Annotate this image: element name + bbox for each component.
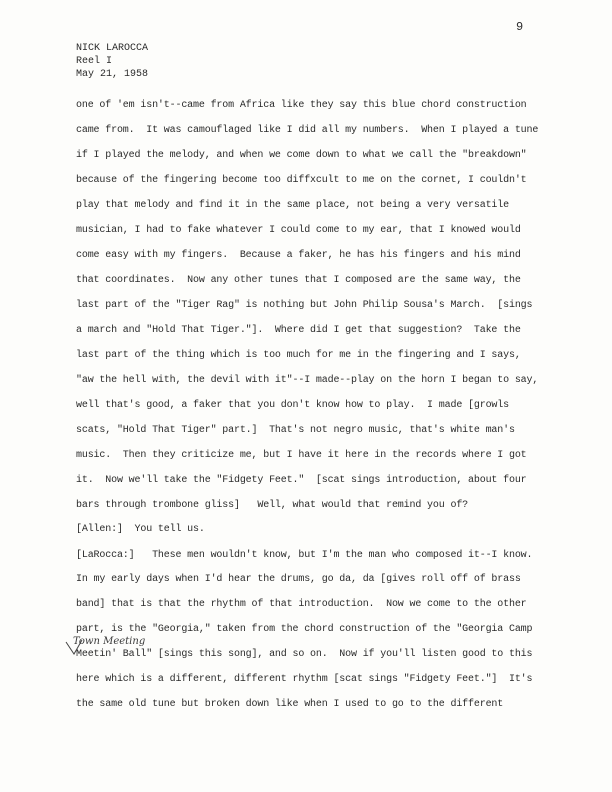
transcript-line: a march and "Hold That Tiger."]. Where did I get that suggestion? Take the — [76, 325, 521, 336]
transcript-line: last part of the thing which is too much for me in the fingering and I says, — [76, 350, 521, 361]
transcript-line: one of 'em isn't--came from Africa like they say this blue chord construction — [76, 100, 527, 111]
transcript-line: bars through trombone gliss] Well, what would that remind you of? — [76, 500, 469, 511]
transcript-line: music. Then they criticize me, but I have it here in the records where I got — [76, 450, 527, 461]
page-number: 9 — [516, 20, 524, 34]
transcript-line: band] that is that the rhythm of that introduction. Now we come to the other — [76, 599, 527, 610]
transcript-line: In my early days when I'd hear the drums, go da, da [gives roll off of brass — [76, 574, 521, 585]
transcript-line: here which is a different, different rhythm [scat sings "Fidgety Feet."] It's — [76, 674, 533, 685]
reel-label: Reel I — [76, 56, 113, 67]
transcript-line: musician, I had to fake whatever I could come to my ear, that I knowed would — [76, 225, 521, 236]
session-date: May 21, 1958 — [76, 69, 149, 80]
document-header — [76, 42, 148, 81]
speaker-name: NICK LAROCCA — [76, 43, 149, 54]
transcript-line: it. Now we'll take the "Fidgety Feet." [scat sings introduction, about four — [76, 475, 527, 486]
transcript-line: part, is the "Georgia," taken from the chord construction of the "Georgia Camp — [76, 624, 533, 635]
transcript-line: Meetin' Ball" [sings this song], and so on. Now if you'll listen good to this — [76, 649, 533, 660]
transcript-line-allen: [Allen:] You tell us. — [76, 524, 205, 535]
transcript-line: the same old tune but broken down like when I used to go to the different — [76, 699, 504, 710]
transcript-line: play that melody and find it in the same place, not being a very versatile — [76, 200, 509, 211]
transcript-line-larocca: [LaRocca:] These men wouldn't know, but I'm the man who composed it--I know. — [76, 550, 533, 561]
transcript-line: scats, "Hold That Tiger" part.] That's not negro music, that's white man's — [76, 425, 515, 436]
transcript-line: come easy with my fingers. Because a faker, he has his fingers and his mind — [76, 250, 521, 261]
transcript-line: because of the fingering become too diffxcult to me on the cornet, I couldn't — [76, 175, 527, 186]
transcript-line: last part of the "Tiger Rag" is nothing but John Philip Sousa's March. [sings — [76, 300, 533, 311]
handwritten-insertion: Town Meeting — [73, 636, 146, 647]
transcript-line: if I played the melody, and when we come down to what we call the "breakdown" — [76, 150, 527, 161]
transcript-line: well that's good, a faker that you don't know how to play. I made [growls — [76, 400, 509, 411]
transcript-line: came from. It was camouflaged like I did all my numbers. When I played a tune — [76, 125, 539, 136]
transcript-line: "aw the hell with, the devil with it"--I made--play on the horn I began to say, — [76, 375, 539, 386]
transcript-line: that coordinates. Now any other tunes that I composed are the same way, the — [76, 275, 521, 286]
